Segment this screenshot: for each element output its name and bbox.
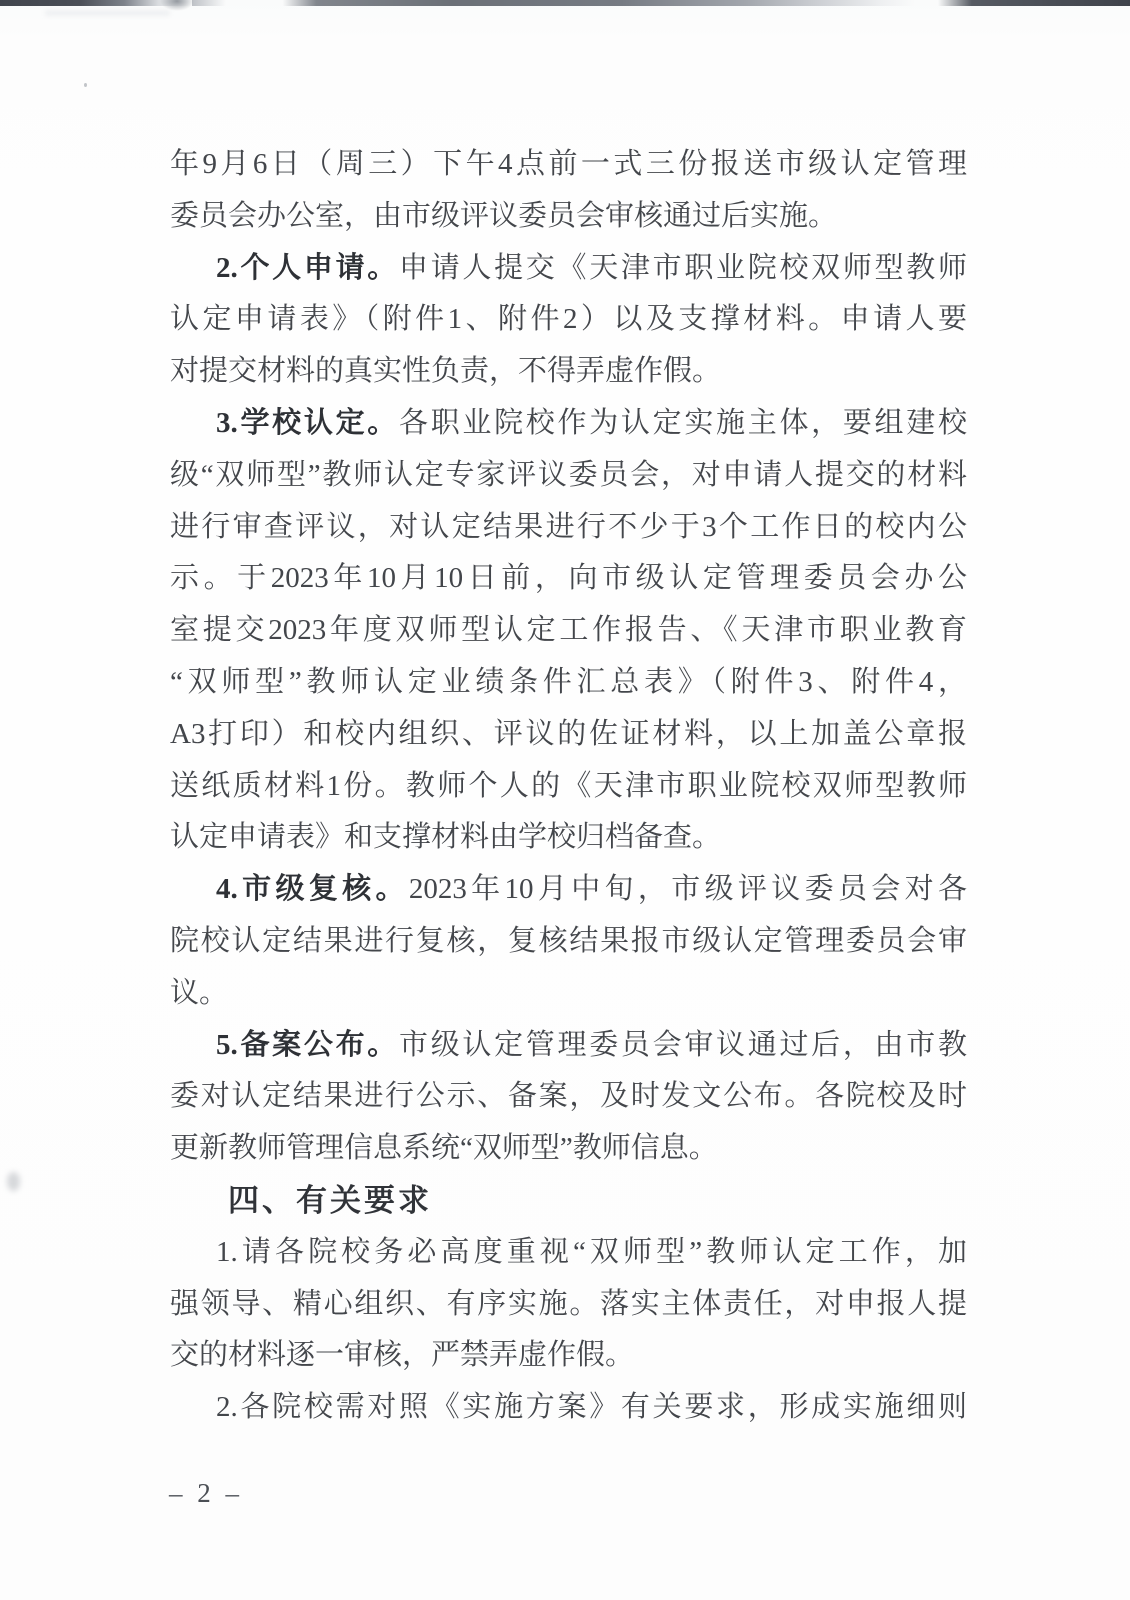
document-line: 2.各院校需对照《实施方案》有关要求，形成实施细则 [216,1391,967,1424]
document-line: 1.请各院校务必高度重视“双师型”教师认定工作，加 [216,1235,967,1268]
document-line: 委对认定结果进行公示、备案，及时发文公布。各院校及时 [170,1080,967,1113]
document-line: 对提交材料的真实性负责，不得弄虚作假。 [170,355,722,388]
document-line: 进行审查评议，对认定结果进行不少于3个工作日的校内公 [170,510,967,543]
scan-streak-artifact [45,10,170,16]
document-line: 年9月6日（周三）下午4点前一式三份报送市级认定管理 [170,148,967,180]
document-line: 2.个人申请。申请人提交《天津市职业院校双师型教师 [216,251,967,284]
document-line: 交的材料逐一审核，严禁弄虚作假。 [170,1339,635,1372]
document-line: 院校认定结果进行复核，复核结果报市级认定管理委员会审 [170,924,967,957]
section-heading: 四、有关要求 [228,1182,432,1218]
document-line: “双师型”教师认定业绩条件汇总表》（附件3、附件4， [170,665,967,698]
document-line: 3.学校认定。各职业院校作为认定实施主体，要组建校 [216,406,967,439]
document-line: 送纸质材料1份。教师个人的《天津市职业院校双师型教师 [170,769,967,802]
document-line: 示。于2023年10月10日前，向市级认定管理委员会办公 [170,562,967,595]
document-line: 认定申请表》和支撑材料由学校归档备查。 [170,821,722,854]
scan-smudge-artifact [7,1172,20,1191]
document-line: 议。 [170,976,229,1009]
document-body [170,139,967,1434]
document-line: 4.市级复核。2023年10月中旬，市级评议委员会对各 [216,873,967,906]
document-line: 更新教师管理信息系统“双师型”教师信息。 [170,1132,718,1165]
document-line: A3打印）和校内组织、评议的佐证材料，以上加盖公章报 [170,717,967,750]
document-line: 级“双师型”教师认定专家评议委员会，对申请人提交的材料 [170,458,967,491]
page-number: – 2 – [169,1478,243,1508]
document-line: 认定申请表》（附件1、附件2）以及支撑材料。申请人要 [170,303,967,336]
document-line: 5.备案公布。市级认定管理委员会审议通过后，由市教 [216,1028,967,1061]
document-line: 委员会办公室，由市级评议委员会审核通过后实施。 [170,199,838,232]
scan-speck-artifact [84,83,87,87]
document-line: 强领导、精心组织、有序实施。落实主体责任，对申报人提 [170,1287,967,1320]
document-line: 室提交2023年度双师型认定工作报告、《天津市职业教育 [170,614,967,647]
